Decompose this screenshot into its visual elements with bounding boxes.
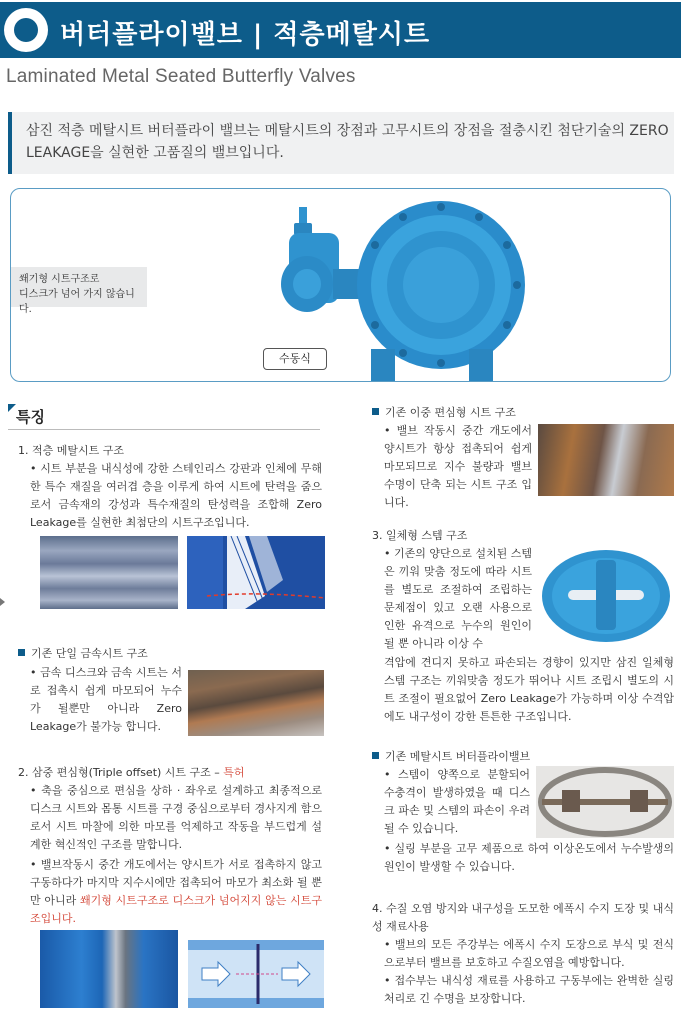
- double-offset-text: • 밸브 작동시 중간 개도에서 양시트가 항상 접촉되어 쉽게 마모되므로 지수 불량과 밸브 수명이 단축 되는 시트 구조 입니다.: [384, 424, 532, 509]
- item1-heading: 1. 적층 메탈시트 구조: [18, 444, 124, 457]
- existing-metal-valve-photo: [536, 766, 674, 838]
- intro-text: 삼진 적층 메탈시트 버터플라이 밸브는 메탈시트의 장점과 고무시트의 장점을 절충시킨 첨단기술의 ZERO LEAKAGE을 실현한 고품질의 밸브입니다.: [26, 123, 669, 161]
- single-metal-seat-photo: [188, 670, 324, 736]
- title-circle-icon: [4, 8, 48, 52]
- wedge-note-line1: 쐐기형 시트구조로: [19, 274, 100, 285]
- item2-heading: 2. 삼중 편심형(Triple offset) 시트 구조 – 특허: [18, 766, 245, 779]
- intro-box: [8, 112, 674, 174]
- corner-triangle-icon: [8, 404, 16, 412]
- laminated-seat-photo: [40, 536, 178, 609]
- single-metal-heading: 기존 단일 금속시트 구조: [18, 645, 148, 661]
- title-bar: [0, 2, 681, 58]
- square-bullet-icon: [372, 408, 379, 415]
- features-header: [8, 402, 320, 430]
- item1-text: • 시트 부분을 내식성에 강한 스테인리스 강판과 인체에 무해한 특수 재질을 여러겹 층을 이루게 하여 시트에 탄력을 줌으로서 금속재의 강성과 특수재질의 탄성력을 조합해 Zero Leakage를 실현한 최첨단의 시트구조입니다.: [30, 462, 322, 529]
- page-title: 버터플라이밸브 | 적층메탈시트: [60, 20, 431, 50]
- laminated-seat-diagram: [187, 536, 325, 609]
- triple-offset-flow-diagram: [188, 940, 324, 1008]
- item4-bullet1: • 밸브의 모든 주강부는 에폭시 수지 도장으로 부식 및 전식으로부터 밸브를 보호하고 수질오염을 예방합니다.: [384, 938, 674, 969]
- item3-text-narrow: • 기존의 양단으로 설치된 스템은 끼워 맞춤 정도에 따라 시트를 별도로 조절하여 조립하는 문제점이 있고 오랜 사용으로 인한 유격으로 누수의 원인이 될 뿐 아니라 이상 수: [384, 547, 532, 650]
- edge-arrow-icon: [0, 598, 5, 606]
- existing-metal-heading: 기존 메탈시트 버터플라이밸브: [372, 748, 530, 764]
- page-subtitle: Laminated Metal Seated Butterfly Valves: [6, 66, 356, 87]
- triple-offset-seat-photo: [40, 930, 178, 1008]
- square-bullet-icon: [372, 752, 379, 759]
- double-offset-seat-photo: [538, 424, 674, 496]
- wedge-note-line2: 디스크가 넘어 가지 않습니다.: [19, 289, 135, 315]
- single-metal-text: • 금속 디스크와 금속 시트는 서로 접촉시 쉽게 마모되어 누수가 될뿐만 아니라 Zero Leakage가 불가능 합니다.: [30, 666, 182, 733]
- double-offset-heading: 기존 이중 편심형 시트 구조: [372, 404, 516, 420]
- manual-type-badge: 수동식: [263, 348, 327, 370]
- item4-heading: 4. 수질 오염 방지와 내구성을 도모한 에폭시 수지 도장 및 내식성 재료사용: [372, 902, 674, 933]
- square-bullet-icon: [18, 649, 25, 656]
- features-title: 특징: [16, 408, 45, 426]
- item2-bullet2: • 밸브작동시 중간 개도에서는 양시트가 서로 접촉하지 않고 구동하다가 마지막 지수시에만 접촉되어 마모가 최소화 될 뿐만 아니라 쐐기형 시트구조로 디스크가 넘어지지 않는 시트구조입니다.: [30, 858, 322, 925]
- product-photo-frame: [10, 188, 671, 382]
- wedge-seat-note: [11, 267, 147, 315]
- item4-bullet2: • 접수부는 내식성 재료를 사용하고 구동부에는 완벽한 실링처리로 긴 수명을 보장합니다.: [384, 974, 674, 1005]
- existing-metal-bullet2: • 실링 부분을 고무 제품으로 하여 이상온도에서 누수발생의 원인이 발생할 수 있습니다.: [384, 842, 674, 873]
- item2-bullet1: • 축을 중심으로 편심을 상하 · 좌우로 설계하고 최종적으로 디스크 시트와 몸통 시트를 구경 중심으로부터 경사지게 함으로서 시트 마찰에 의한 마모를 억제하고 작동을 부드럽게 설계한 혁신적인 구조를 말합니다.: [30, 784, 322, 851]
- item3-text-wide: 격압에 견디지 못하고 파손되는 경향이 있지만 삼진 일체형 스템 구조는 끼워맞춤 정도가 뛰어나 시트 조립시 별도의 시트 조절이 필요없어 Zero Leakage가 가능하며 이상 수격압에도 내구성이 강한 튼튼한 구조입니다.: [384, 656, 674, 723]
- integrated-stem-photo: [538, 546, 674, 644]
- item3-heading: 3. 일체형 스템 구조: [372, 529, 468, 542]
- existing-metal-bullet1: • 스템이 양쪽으로 분할되어 수충격이 발생하였을 때 디스크 파손 및 스템의 파손이 우려 될 수 있습니다.: [384, 768, 530, 835]
